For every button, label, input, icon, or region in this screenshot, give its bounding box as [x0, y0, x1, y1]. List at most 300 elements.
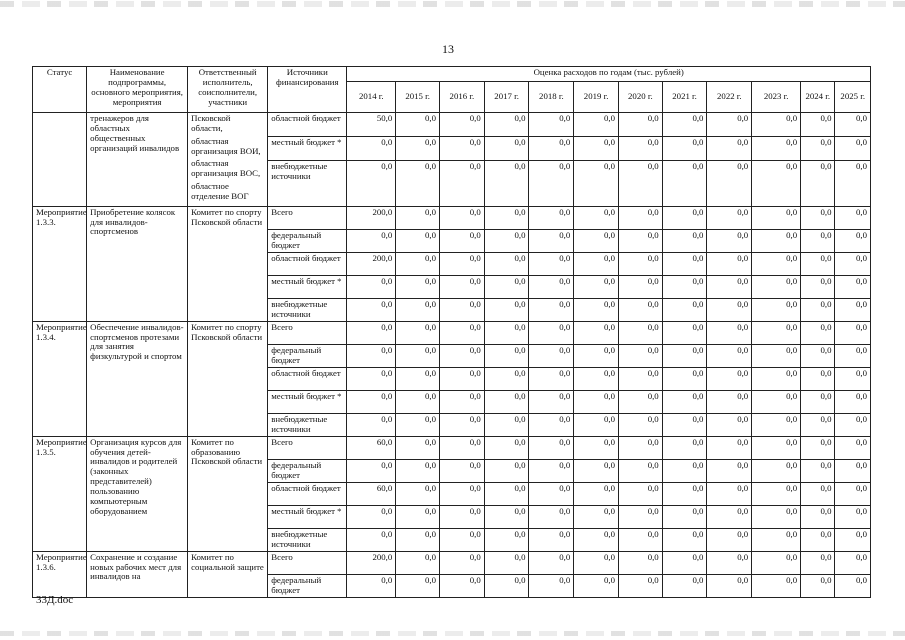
amount-cell: 0,0	[574, 321, 619, 344]
amount-cell: 0,0	[439, 136, 484, 160]
amount-cell: 0,0	[835, 229, 871, 252]
amount-cell: 0,0	[484, 136, 529, 160]
amount-cell: 0,0	[752, 528, 801, 551]
amount-cell: 0,0	[801, 160, 835, 206]
amount-cell: 0,0	[574, 459, 619, 482]
amount-cell: 0,0	[484, 252, 529, 275]
amount-cell: 0,0	[662, 390, 707, 413]
amount-cell: 0,0	[618, 344, 662, 367]
amount-cell: 0,0	[662, 113, 707, 137]
amount-cell: 0,0	[752, 136, 801, 160]
amount-cell: 0,0	[439, 229, 484, 252]
amount-cell: 0,0	[347, 390, 396, 413]
funding-source-cell: местный бюджет *	[268, 505, 347, 528]
funding-source-cell: внебюджетные источники	[268, 160, 347, 206]
amount-cell: 0,0	[529, 321, 574, 344]
amount-cell: 0,0	[439, 482, 484, 505]
header-year: 2024 г.	[801, 82, 835, 113]
amount-cell: 0,0	[707, 390, 752, 413]
amount-cell: 0,0	[752, 275, 801, 298]
amount-cell: 0,0	[801, 574, 835, 597]
amount-cell: 0,0	[707, 482, 752, 505]
amount-cell: 0,0	[529, 528, 574, 551]
amount-cell: 0,0	[662, 136, 707, 160]
funding-source-cell: местный бюджет *	[268, 275, 347, 298]
amount-cell: 0,0	[662, 551, 707, 574]
responsible-cell	[188, 321, 268, 436]
amount-cell: 0,0	[618, 321, 662, 344]
amount-cell: 0,0	[574, 413, 619, 436]
amount-cell: 0,0	[662, 436, 707, 459]
amount-cell: 0,0	[707, 574, 752, 597]
amount-cell: 0,0	[707, 275, 752, 298]
measure-name-cell: Сохранение и создание новых рабочих мест для инвалидов на	[87, 551, 188, 597]
amount-cell: 0,0	[439, 413, 484, 436]
amount-cell: 0,0	[529, 574, 574, 597]
amount-cell: 0,0	[529, 229, 574, 252]
amount-cell: 0,0	[396, 229, 440, 252]
amount-cell: 0,0	[574, 275, 619, 298]
amount-cell: 0,0	[801, 344, 835, 367]
funding-source-cell: внебюджетные источники	[268, 413, 347, 436]
amount-cell: 0,0	[439, 344, 484, 367]
amount-cell: 0,0	[801, 321, 835, 344]
amount-cell: 0,0	[347, 136, 396, 160]
amount-cell: 0,0	[662, 574, 707, 597]
amount-cell: 0,0	[835, 321, 871, 344]
amount-cell: 0,0	[484, 574, 529, 597]
amount-cell: 0,0	[618, 505, 662, 528]
amount-cell: 0,0	[752, 252, 801, 275]
amount-cell: 0,0	[752, 551, 801, 574]
table-row	[33, 436, 871, 459]
amount-cell: 0,0	[752, 436, 801, 459]
amount-cell: 0,0	[707, 229, 752, 252]
amount-cell: 0,0	[574, 160, 619, 206]
amount-cell: 0,0	[752, 390, 801, 413]
amount-cell: 0,0	[801, 390, 835, 413]
amount-cell: 0,0	[574, 436, 619, 459]
amount-cell: 0,0	[618, 229, 662, 252]
expense-table	[32, 66, 871, 598]
responsible-line: Комитет по спорту Псковской области	[191, 321, 263, 342]
amount-cell: 0,0	[752, 298, 801, 321]
amount-cell: 0,0	[347, 459, 396, 482]
header-name: Наименование подпрограммы, основного мероприятия, мероприятия	[87, 67, 188, 113]
amount-cell: 0,0	[752, 367, 801, 390]
amount-cell: 0,0	[835, 436, 871, 459]
amount-cell: 0,0	[529, 551, 574, 574]
amount-cell: 0,0	[801, 551, 835, 574]
table-row	[33, 551, 871, 574]
amount-cell: 0,0	[835, 113, 871, 137]
amount-cell: 0,0	[752, 505, 801, 528]
amount-cell: 0,0	[835, 390, 871, 413]
amount-cell: 0,0	[484, 298, 529, 321]
amount-cell: 0,0	[835, 160, 871, 206]
status-cell: Мероприятие 1.3.4.	[33, 321, 87, 436]
amount-cell: 0,0	[752, 113, 801, 137]
amount-cell: 0,0	[618, 160, 662, 206]
amount-cell: 0,0	[347, 367, 396, 390]
measure-name-cell: тренажеров для областных общественных организаций инвалидов	[87, 113, 188, 207]
amount-cell: 0,0	[707, 160, 752, 206]
amount-cell: 0,0	[529, 113, 574, 137]
amount-cell: 0,0	[574, 136, 619, 160]
amount-cell: 0,0	[396, 390, 440, 413]
amount-cell: 0,0	[396, 113, 440, 137]
measure-name-cell: Организация курсов для обучения детей-инвалидов и родителей (законных представителей) пользованию компьютерным оборудованием	[87, 436, 188, 551]
responsible-line: областная организация ВОИ,	[191, 135, 261, 156]
funding-source-cell: внебюджетные источники	[268, 298, 347, 321]
amount-cell: 0,0	[347, 574, 396, 597]
amount-cell: 0,0	[835, 505, 871, 528]
scan-artifact-bottom	[0, 631, 905, 636]
amount-cell: 0,0	[618, 528, 662, 551]
amount-cell: 0,0	[439, 436, 484, 459]
header-responsible: Ответственный исполнитель, соисполнители, участники	[188, 67, 268, 113]
amount-cell: 0,0	[618, 206, 662, 229]
amount-cell: 0,0	[662, 413, 707, 436]
amount-cell: 200,0	[347, 551, 396, 574]
amount-cell: 0,0	[574, 113, 619, 137]
amount-cell: 0,0	[574, 528, 619, 551]
amount-cell: 0,0	[574, 482, 619, 505]
status-cell	[33, 113, 87, 207]
amount-cell: 0,0	[618, 574, 662, 597]
amount-cell: 0,0	[574, 229, 619, 252]
amount-cell: 0,0	[574, 367, 619, 390]
amount-cell: 0,0	[574, 252, 619, 275]
funding-source-cell: федеральный бюджет	[268, 574, 347, 597]
amount-cell: 0,0	[396, 160, 440, 206]
amount-cell: 0,0	[529, 413, 574, 436]
amount-cell: 0,0	[529, 459, 574, 482]
status-cell: Мероприятие 1.3.6.	[33, 551, 87, 597]
amount-cell: 0,0	[439, 367, 484, 390]
amount-cell: 0,0	[662, 252, 707, 275]
amount-cell: 0,0	[801, 505, 835, 528]
amount-cell: 0,0	[752, 344, 801, 367]
amount-cell: 0,0	[835, 459, 871, 482]
amount-cell: 0,0	[707, 367, 752, 390]
amount-cell: 0,0	[662, 344, 707, 367]
header-year: 2017 г.	[484, 82, 529, 113]
table-row	[33, 113, 871, 137]
amount-cell: 0,0	[574, 344, 619, 367]
amount-cell: 0,0	[835, 574, 871, 597]
status-cell: Мероприятие 1.3.3.	[33, 206, 87, 321]
header-year: 2015 г.	[396, 82, 440, 113]
amount-cell: 200,0	[347, 206, 396, 229]
amount-cell: 0,0	[835, 206, 871, 229]
amount-cell: 0,0	[484, 413, 529, 436]
amount-cell: 0,0	[707, 551, 752, 574]
header-year: 2020 г.	[618, 82, 662, 113]
funding-source-cell: местный бюджет *	[268, 136, 347, 160]
amount-cell: 0,0	[618, 136, 662, 160]
amount-cell: 0,0	[347, 275, 396, 298]
amount-cell: 0,0	[835, 413, 871, 436]
amount-cell: 0,0	[662, 160, 707, 206]
table-row	[33, 206, 871, 229]
amount-cell: 0,0	[347, 528, 396, 551]
amount-cell: 0,0	[484, 528, 529, 551]
amount-cell: 0,0	[484, 344, 529, 367]
amount-cell: 0,0	[618, 436, 662, 459]
funding-source-cell: Всего	[268, 206, 347, 229]
funding-source-cell: местный бюджет *	[268, 390, 347, 413]
amount-cell: 0,0	[439, 252, 484, 275]
responsible-cell	[188, 551, 268, 597]
amount-cell: 0,0	[752, 229, 801, 252]
amount-cell: 0,0	[574, 505, 619, 528]
amount-cell: 0,0	[618, 113, 662, 137]
header-year: 2018 г.	[529, 82, 574, 113]
amount-cell: 0,0	[801, 298, 835, 321]
footer-filename: 33Д.doc	[36, 594, 74, 606]
amount-cell: 0,0	[752, 482, 801, 505]
amount-cell: 0,0	[529, 436, 574, 459]
amount-cell: 0,0	[484, 206, 529, 229]
amount-cell: 0,0	[439, 528, 484, 551]
amount-cell: 50,0	[347, 113, 396, 137]
amount-cell: 0,0	[574, 298, 619, 321]
amount-cell: 0,0	[835, 136, 871, 160]
table-body	[33, 113, 871, 598]
amount-cell: 0,0	[396, 275, 440, 298]
amount-cell: 0,0	[439, 298, 484, 321]
amount-cell: 0,0	[529, 482, 574, 505]
header-year: 2019 г.	[574, 82, 619, 113]
amount-cell: 0,0	[484, 275, 529, 298]
amount-cell: 0,0	[439, 551, 484, 574]
amount-cell: 0,0	[662, 528, 707, 551]
amount-cell: 0,0	[347, 505, 396, 528]
header-status: Статус	[33, 67, 87, 113]
responsible-cell	[188, 436, 268, 551]
amount-cell: 0,0	[835, 252, 871, 275]
amount-cell: 0,0	[752, 206, 801, 229]
header-estimate: Оценка расходов по годам (тыс. рублей)	[347, 67, 871, 82]
amount-cell: 0,0	[529, 344, 574, 367]
funding-source-cell: Всего	[268, 551, 347, 574]
amount-cell: 0,0	[347, 321, 396, 344]
amount-cell: 0,0	[707, 321, 752, 344]
amount-cell: 0,0	[439, 113, 484, 137]
amount-cell: 0,0	[484, 436, 529, 459]
amount-cell: 0,0	[707, 206, 752, 229]
amount-cell: 0,0	[484, 390, 529, 413]
amount-cell: 0,0	[396, 298, 440, 321]
status-cell: Мероприятие 1.3.5.	[33, 436, 87, 551]
amount-cell: 0,0	[835, 298, 871, 321]
funding-source-cell: Всего	[268, 436, 347, 459]
header-year: 2016 г.	[439, 82, 484, 113]
amount-cell: 0,0	[707, 413, 752, 436]
amount-cell: 0,0	[396, 459, 440, 482]
amount-cell: 0,0	[707, 298, 752, 321]
amount-cell: 0,0	[801, 367, 835, 390]
funding-source-cell: внебюджетные источники	[268, 528, 347, 551]
amount-cell: 0,0	[396, 206, 440, 229]
header-sources: Источники финансирования	[268, 67, 347, 113]
page-number: 13	[442, 42, 454, 56]
amount-cell: 0,0	[529, 252, 574, 275]
amount-cell: 0,0	[529, 367, 574, 390]
amount-cell: 0,0	[396, 436, 440, 459]
amount-cell: 0,0	[707, 113, 752, 137]
amount-cell: 0,0	[574, 390, 619, 413]
amount-cell: 0,0	[484, 459, 529, 482]
header-year: 2023 г.	[752, 82, 801, 113]
funding-source-cell: Всего	[268, 321, 347, 344]
funding-source-cell: областной бюджет	[268, 367, 347, 390]
funding-source-cell: областной бюджет	[268, 482, 347, 505]
amount-cell: 0,0	[801, 413, 835, 436]
amount-cell: 0,0	[396, 413, 440, 436]
amount-cell: 0,0	[801, 113, 835, 137]
amount-cell: 0,0	[801, 482, 835, 505]
amount-cell: 0,0	[574, 551, 619, 574]
amount-cell: 0,0	[484, 551, 529, 574]
amount-cell: 0,0	[801, 136, 835, 160]
amount-cell: 0,0	[752, 160, 801, 206]
amount-cell: 0,0	[707, 459, 752, 482]
amount-cell: 0,0	[396, 344, 440, 367]
amount-cell: 0,0	[618, 413, 662, 436]
amount-cell: 0,0	[529, 505, 574, 528]
amount-cell: 0,0	[529, 298, 574, 321]
amount-cell: 0,0	[801, 459, 835, 482]
amount-cell: 0,0	[752, 459, 801, 482]
amount-cell: 0,0	[574, 574, 619, 597]
amount-cell: 0,0	[707, 136, 752, 160]
amount-cell: 0,0	[347, 298, 396, 321]
amount-cell: 0,0	[752, 574, 801, 597]
amount-cell: 0,0	[618, 459, 662, 482]
amount-cell: 0,0	[752, 321, 801, 344]
amount-cell: 0,0	[396, 321, 440, 344]
amount-cell: 0,0	[662, 206, 707, 229]
amount-cell: 0,0	[347, 344, 396, 367]
amount-cell: 0,0	[835, 275, 871, 298]
amount-cell: 0,0	[484, 505, 529, 528]
amount-cell: 0,0	[707, 528, 752, 551]
responsible-line: Комитет по социальной защите	[191, 551, 264, 572]
responsible-line: Комитет по образованию Псковской области	[191, 436, 263, 467]
amount-cell: 0,0	[801, 275, 835, 298]
amount-cell: 0,0	[396, 505, 440, 528]
responsible-line: областная организация ВОС,	[191, 158, 261, 179]
funding-source-cell: федеральный бюджет	[268, 344, 347, 367]
amount-cell: 0,0	[801, 229, 835, 252]
amount-cell: 0,0	[347, 160, 396, 206]
amount-cell: 0,0	[618, 298, 662, 321]
amount-cell: 0,0	[439, 275, 484, 298]
amount-cell: 0,0	[662, 321, 707, 344]
amount-cell: 0,0	[662, 229, 707, 252]
responsible-line: Псковской области,	[191, 113, 231, 133]
amount-cell: 0,0	[835, 528, 871, 551]
amount-cell: 0,0	[618, 367, 662, 390]
header-year: 2014 г.	[347, 82, 396, 113]
measure-name-cell: Обеспечение инвалидов-спортсменов протезами для занятия физкультурой и спортом	[87, 321, 188, 436]
amount-cell: 0,0	[662, 505, 707, 528]
amount-cell: 0,0	[707, 252, 752, 275]
amount-cell: 0,0	[707, 436, 752, 459]
amount-cell: 0,0	[396, 551, 440, 574]
amount-cell: 0,0	[439, 206, 484, 229]
amount-cell: 0,0	[439, 574, 484, 597]
amount-cell: 0,0	[439, 505, 484, 528]
amount-cell: 0,0	[396, 136, 440, 160]
amount-cell: 0,0	[396, 482, 440, 505]
amount-cell: 0,0	[484, 321, 529, 344]
amount-cell: 0,0	[484, 160, 529, 206]
responsible-cell	[188, 113, 268, 207]
amount-cell: 0,0	[529, 275, 574, 298]
responsible-line: областное отделение ВОГ	[191, 181, 249, 201]
amount-cell: 0,0	[396, 574, 440, 597]
amount-cell: 0,0	[707, 344, 752, 367]
amount-cell: 0,0	[662, 367, 707, 390]
amount-cell: 0,0	[801, 436, 835, 459]
amount-cell: 0,0	[439, 390, 484, 413]
amount-cell: 0,0	[662, 482, 707, 505]
amount-cell: 0,0	[835, 482, 871, 505]
amount-cell: 0,0	[347, 229, 396, 252]
header-year: 2025 г.	[835, 82, 871, 113]
amount-cell: 0,0	[752, 413, 801, 436]
amount-cell: 0,0	[618, 252, 662, 275]
amount-cell: 0,0	[662, 298, 707, 321]
amount-cell: 0,0	[801, 206, 835, 229]
amount-cell: 0,0	[396, 252, 440, 275]
amount-cell: 0,0	[618, 390, 662, 413]
amount-cell: 0,0	[529, 136, 574, 160]
amount-cell: 0,0	[484, 229, 529, 252]
amount-cell: 0,0	[484, 482, 529, 505]
responsible-line: Комитет по спорту Псковской области	[191, 206, 263, 227]
amount-cell: 0,0	[618, 482, 662, 505]
amount-cell: 0,0	[529, 160, 574, 206]
amount-cell: 200,0	[347, 252, 396, 275]
amount-cell: 0,0	[396, 528, 440, 551]
amount-cell: 0,0	[835, 367, 871, 390]
scan-artifact-top	[0, 1, 905, 7]
amount-cell: 60,0	[347, 436, 396, 459]
header-year: 2021 г.	[662, 82, 707, 113]
amount-cell: 0,0	[529, 390, 574, 413]
measure-name-cell: Приобретение колясок для инвалидов-спортсменов	[87, 206, 188, 321]
funding-source-cell: областной бюджет	[268, 113, 347, 137]
amount-cell: 0,0	[707, 505, 752, 528]
amount-cell: 0,0	[439, 459, 484, 482]
amount-cell: 0,0	[801, 528, 835, 551]
amount-cell: 0,0	[439, 321, 484, 344]
responsible-cell	[188, 206, 268, 321]
funding-source-cell: федеральный бюджет	[268, 459, 347, 482]
header-year: 2022 г.	[707, 82, 752, 113]
amount-cell: 0,0	[662, 275, 707, 298]
funding-source-cell: областной бюджет	[268, 252, 347, 275]
amount-cell: 0,0	[439, 160, 484, 206]
amount-cell: 0,0	[484, 367, 529, 390]
funding-source-cell: федеральный бюджет	[268, 229, 347, 252]
amount-cell: 0,0	[835, 344, 871, 367]
amount-cell: 0,0	[529, 206, 574, 229]
